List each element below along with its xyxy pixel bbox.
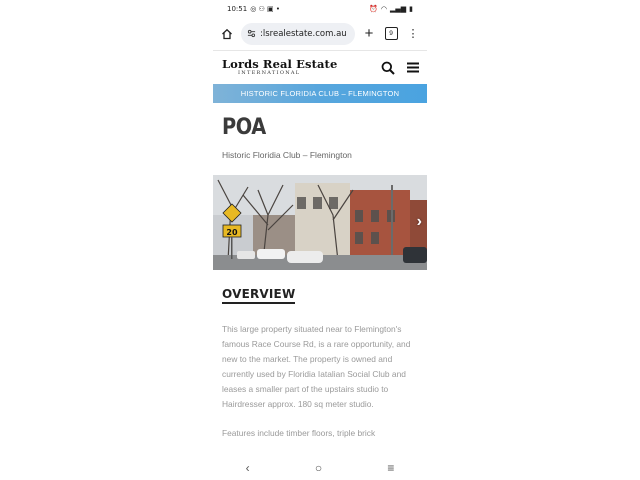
new-tab-icon[interactable]: +: [364, 25, 374, 42]
status-bar: [213, 0, 427, 17]
banner-text: HISTORIC FLORIDIA CLUB – FLEMINGTON: [240, 89, 400, 98]
property-photo: [213, 175, 427, 270]
chevron-right-icon[interactable]: ›: [416, 213, 422, 230]
browser-toolbar: [213, 17, 427, 51]
signal-icon: ▂▄▆: [389, 4, 407, 13]
overview-paragraph-2: Features include timber floors, triple brick: [222, 428, 376, 438]
tab-switcher-button[interactable]: [383, 26, 399, 42]
listing-price: POA: [222, 115, 266, 140]
android-nav-bar: [213, 456, 427, 480]
sign-speed-text: 20: [226, 228, 238, 237]
address-bar[interactable]: [241, 23, 355, 45]
notification-icons: ◎ ⚇ ▣ •: [250, 4, 280, 13]
page-banner: [213, 84, 427, 103]
phone-screen: [213, 0, 427, 480]
photo-carousel[interactable]: [213, 175, 427, 270]
listing-content: [213, 115, 427, 160]
url-text: :lsrealestate.com.au: [260, 28, 347, 39]
site-settings-icon[interactable]: [247, 29, 256, 38]
search-icon[interactable]: [381, 61, 395, 75]
status-time: 10:51: [227, 4, 248, 13]
wifi-icon: ◠: [380, 4, 387, 13]
overview-paragraph: This large property situated near to Flemington's famous Race Course Rd, is a rare opportunity, and new to the market. The property is owned and currently used by Floridia Iatalian Social Club and leases a smaller part of the upstairs studio to Hairdresser approx. 180 sq meter studio.: [222, 324, 411, 409]
home-circle-icon[interactable]: ○: [314, 461, 323, 475]
logo-main-text: Lords Real Estate: [222, 56, 338, 71]
tab-count: 9: [385, 27, 398, 40]
recents-icon[interactable]: ≡: [387, 461, 395, 475]
site-logo[interactable]: [222, 56, 338, 77]
site-header: [213, 51, 427, 84]
more-menu-icon[interactable]: ⋮: [407, 28, 419, 40]
overview-heading: OVERVIEW: [222, 287, 295, 304]
home-icon[interactable]: [219, 26, 235, 42]
battery-icon: ▮: [409, 4, 413, 13]
alarm-icon: ⏰: [369, 4, 378, 13]
logo-sub-text: INTERNATIONAL: [238, 70, 301, 77]
listing-subtitle: Historic Floridia Club – Flemington: [222, 150, 352, 160]
back-icon[interactable]: ‹: [245, 461, 250, 475]
system-icons: [369, 5, 413, 13]
hamburger-menu-icon[interactable]: [407, 62, 419, 73]
